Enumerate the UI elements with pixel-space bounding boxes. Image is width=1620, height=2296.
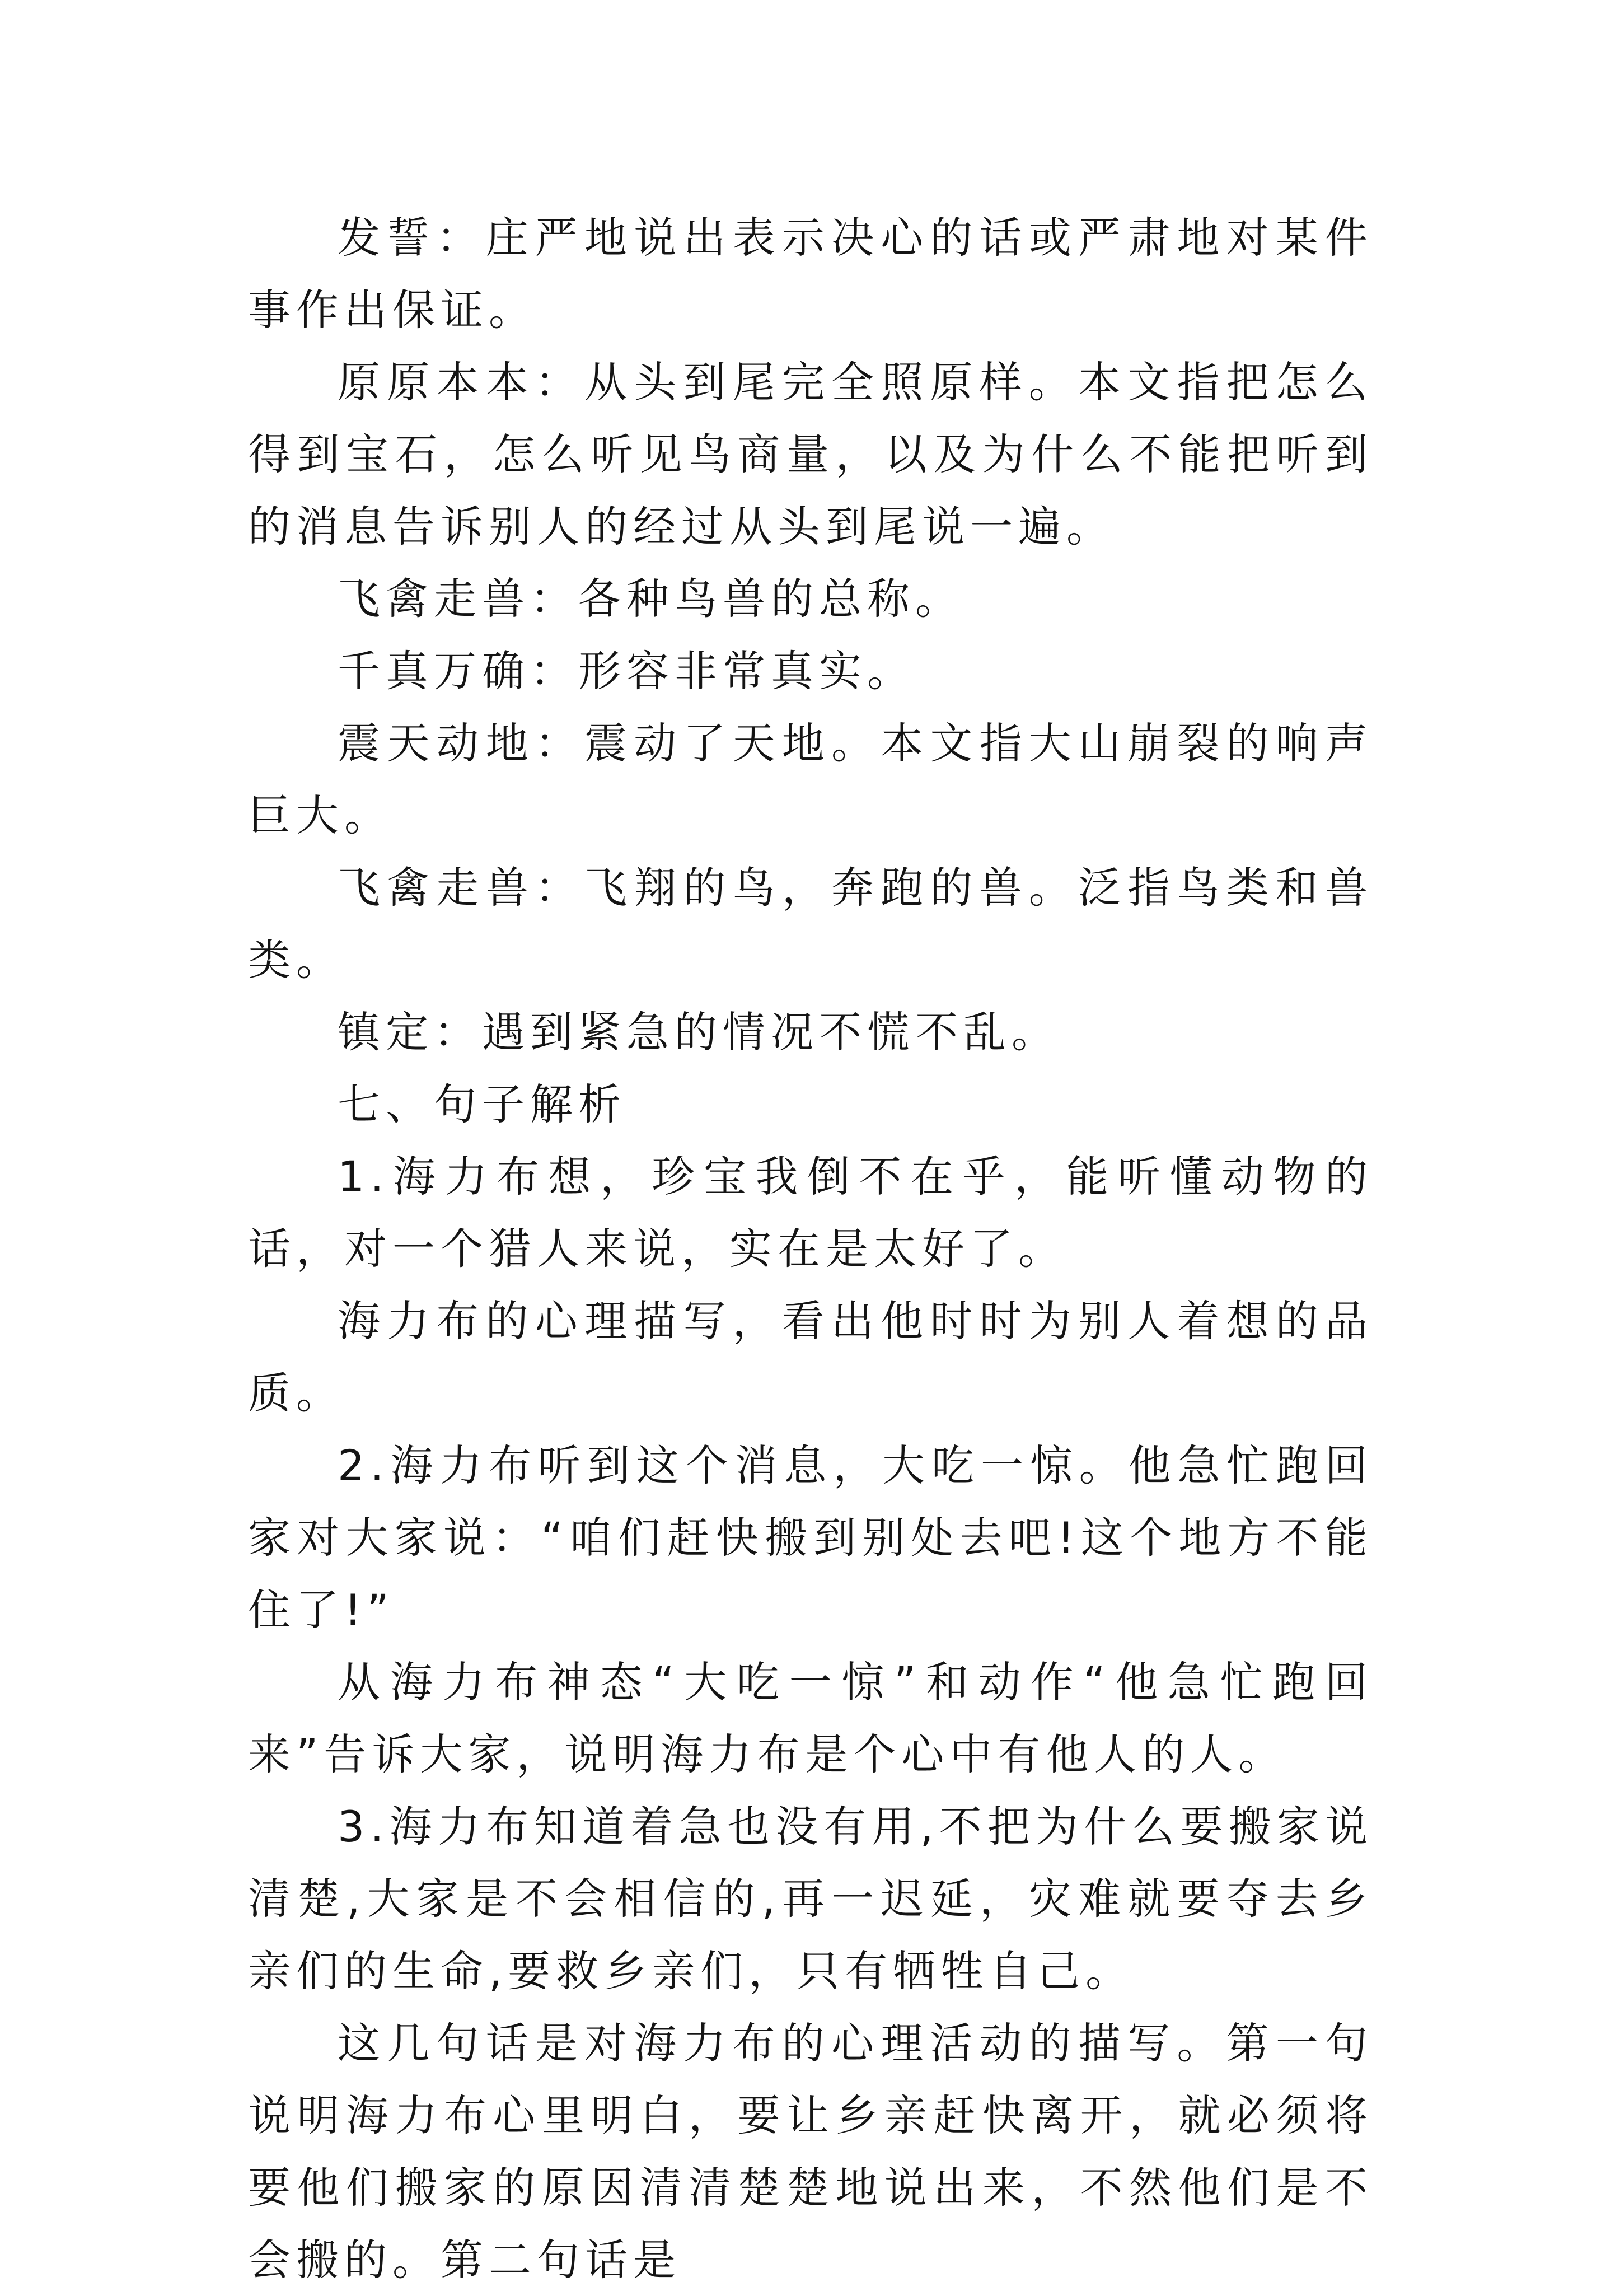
analysis-2: 从海力布神态“大吃一惊”和动作“他急忙跑回来”告诉大家，说明海力布是个心中有他人的人。 [248,1657,1373,1779]
definition-yuanyuanbenben: 原原本本：从头到尾完全照原样。本文指把怎么得到宝石，怎么听见鸟商量，以及为什么不能把听到的消息告诉别人的经过从头到尾说一遍。 [248,357,1373,551]
sentence-2: 2.海力布听到这个消息，大吃一惊。他急忙跑回家对大家说：“咱们赶快搬到别处去吧!这个地方不能住了!” [248,1441,1373,1635]
definition-fashi: 发誓：庄严地说出表示决心的话或严肃地对某件事作出保证。 [248,213,1373,335]
section-heading-sentence-analysis: 七、句子解析 [338,1079,626,1129]
definition-zhending: 镇定：遇到紧急的情况不慌不乱。 [338,1007,1060,1057]
document-page [248,202,1373,2296]
analysis-1: 海力布的心理描写，看出他时时为别人着想的品质。 [248,1296,1373,1418]
sentence-3: 3.海力布知道着急也没有用,不把为什么要搬家说清楚,大家是不会相信的,再一迟延，灾难就要夺去乡亲们的生命,要救乡亲们，只有牺牲自己。 [248,1802,1373,1996]
definition-zhentiandongdi: 震天动地：震动了天地。本文指大山崩裂的响声巨大。 [248,718,1373,840]
sentence-1: 1.海力布想，珍宝我倒不在乎，能听懂动物的话，对一个猎人来说，实在是太好了。 [248,1152,1373,1274]
analysis-3: 这几句话是对海力布的心理活动的描写。第一句说明海力布心里明白，要让乡亲赶快离开，就必须将要他们搬家的原因清清楚楚地说出来，不然他们是不会搬的。第二句话是 [248,2018,1373,2285]
definition-qianzhenwanque: 千真万确：形容非常真实。 [338,646,915,696]
definition-feiqinzoushou-2: 飞禽走兽：飞翔的鸟，奔跑的兽。泛指鸟类和兽类。 [248,863,1373,985]
definition-feiqinzoushou: 飞禽走兽：各种鸟兽的总称。 [338,574,963,624]
